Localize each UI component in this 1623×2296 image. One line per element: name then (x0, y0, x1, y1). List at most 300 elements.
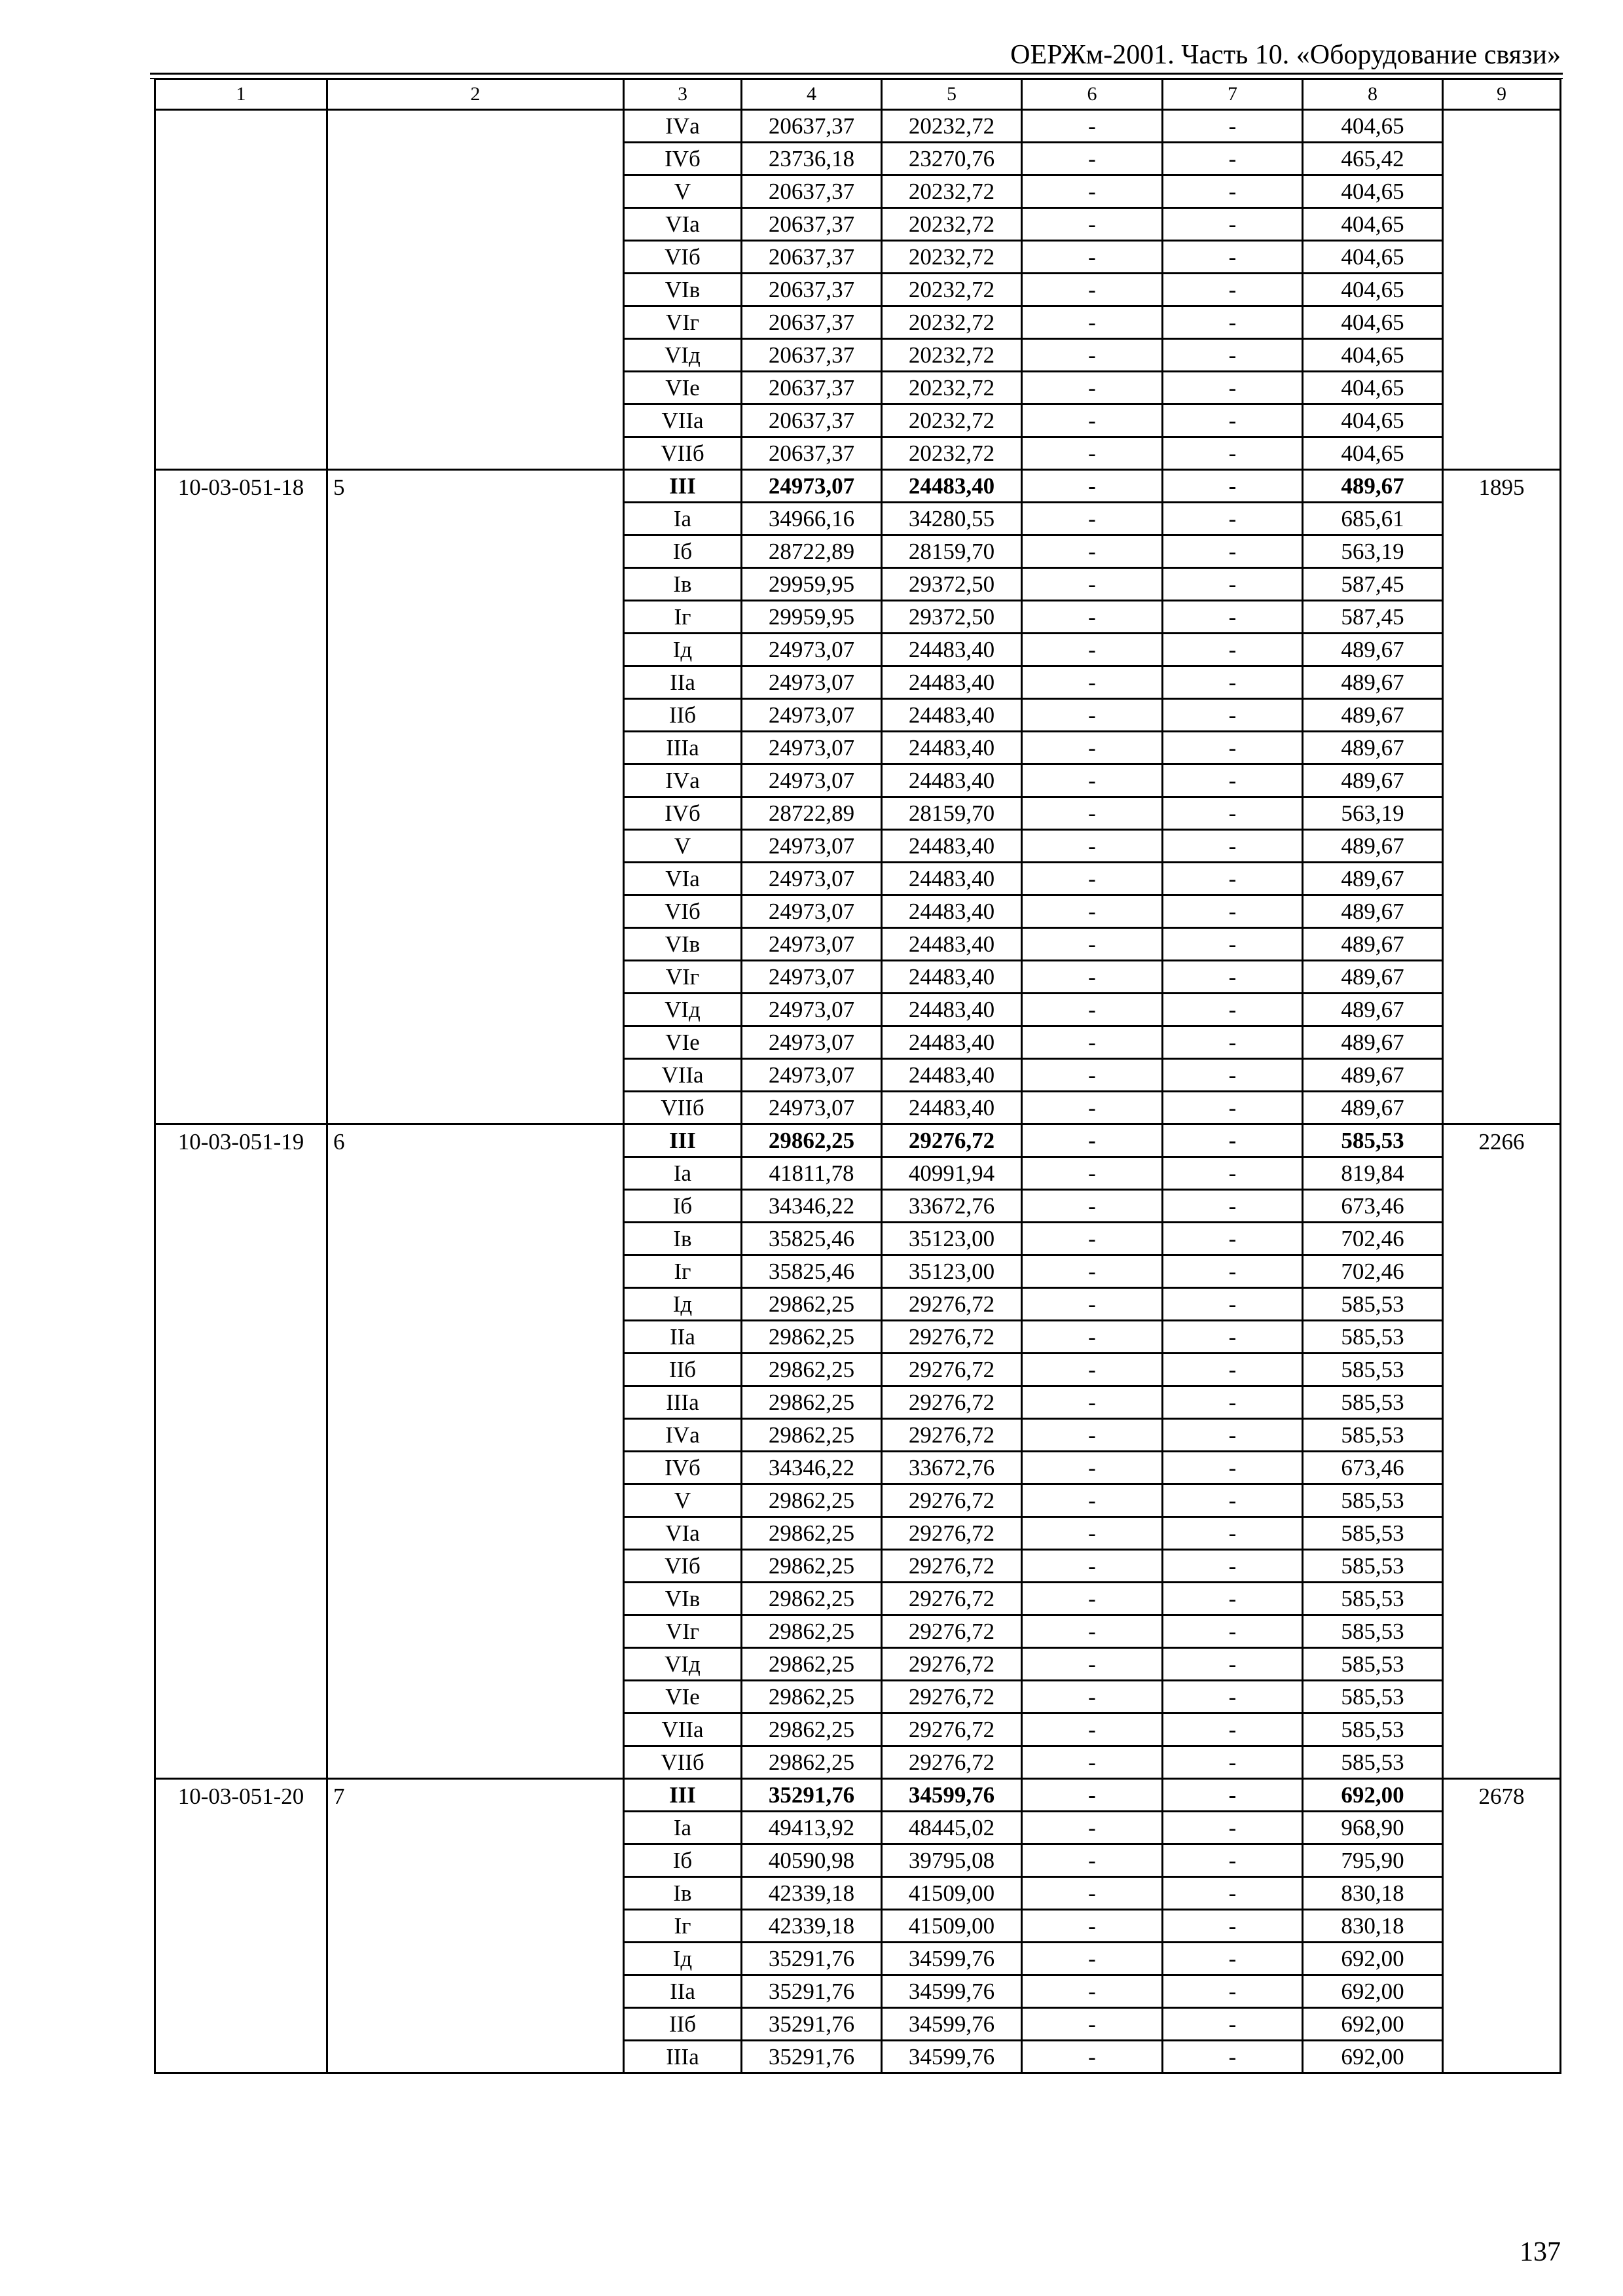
table-cell: 29276,72 (882, 1354, 1022, 1386)
table-cell: 28159,70 (882, 535, 1022, 568)
table-cell: 29276,72 (882, 1681, 1022, 1713)
table-cell: - (1022, 1975, 1163, 2008)
table-cell: 24483,40 (882, 994, 1022, 1026)
table-cell: - (1163, 1779, 1303, 1812)
table-cell: - (1163, 1713, 1303, 1746)
table-cell: 404,65 (1303, 274, 1443, 306)
table-cell: - (1163, 928, 1303, 961)
table-cell: 34346,22 (742, 1190, 882, 1223)
table-cell: 24973,07 (742, 470, 882, 503)
table-cell: - (1163, 634, 1303, 666)
table-cell: 585,53 (1303, 1484, 1443, 1517)
table-cell: 24483,40 (882, 928, 1022, 961)
table-cell: - (1163, 1092, 1303, 1124)
table-cell: 24973,07 (742, 895, 882, 928)
table-cell: V (624, 830, 742, 863)
table-cell: III (624, 1779, 742, 1812)
table-cell: - (1163, 503, 1303, 535)
column-number: 4 (742, 79, 882, 110)
table-cell: - (1022, 961, 1163, 994)
table-cell: - (1022, 895, 1163, 928)
table-cell: - (1163, 274, 1303, 306)
table-cell: 489,67 (1303, 1092, 1443, 1124)
table-cell: - (1163, 2041, 1303, 2073)
table-cell: - (1022, 928, 1163, 961)
table-cell: IIб (624, 1354, 742, 1386)
table-cell: 29276,72 (882, 1124, 1022, 1157)
table-cell: 585,53 (1303, 1583, 1443, 1615)
table-cell: - (1163, 1321, 1303, 1354)
table-cell: 29276,72 (882, 1615, 1022, 1648)
table-cell: 35825,46 (742, 1255, 882, 1288)
table-cell: VIг (624, 1615, 742, 1648)
table-cell: IVб (624, 797, 742, 830)
table-cell: 24483,40 (882, 699, 1022, 732)
table-cell: 673,46 (1303, 1190, 1443, 1223)
table-cell: Iг (624, 601, 742, 634)
table-cell: 489,67 (1303, 699, 1443, 732)
table-cell: 20637,37 (742, 372, 882, 404)
table-cell: IIIа (624, 1386, 742, 1419)
column-number: 1 (155, 79, 327, 110)
table-cell: - (1163, 1615, 1303, 1648)
table-cell: 29276,72 (882, 1648, 1022, 1681)
table-cell: 39795,08 (882, 1844, 1022, 1877)
table-cell: 968,90 (1303, 1812, 1443, 1844)
table-cell: - (1022, 1026, 1163, 1059)
table-cell: IIIа (624, 2041, 742, 2073)
table-cell: Iв (624, 1223, 742, 1255)
table-cell: - (1022, 404, 1163, 437)
table-cell: - (1163, 1386, 1303, 1419)
table-cell: 29372,50 (882, 601, 1022, 634)
table-cell: 29862,25 (742, 1484, 882, 1517)
table-cell: 24483,40 (882, 895, 1022, 928)
table-cell: - (1163, 1354, 1303, 1386)
table-cell: 24483,40 (882, 830, 1022, 863)
table-cell: 20232,72 (882, 208, 1022, 241)
table-cell: - (1022, 241, 1163, 274)
table-cell: 34599,76 (882, 1943, 1022, 1975)
table-cell: Iв (624, 568, 742, 601)
table-cell: 23270,76 (882, 143, 1022, 175)
rates-table (154, 78, 1561, 2074)
table-cell: 24483,40 (882, 1026, 1022, 1059)
table-cell: 489,67 (1303, 830, 1443, 863)
table-cell: - (1163, 1648, 1303, 1681)
table-cell: - (1163, 437, 1303, 470)
table-cell: 489,67 (1303, 961, 1443, 994)
table-cell: IVа (624, 110, 742, 143)
table-cell: 404,65 (1303, 241, 1443, 274)
table-cell: - (1163, 175, 1303, 208)
table-cell: VIе (624, 372, 742, 404)
table-cell: 35291,76 (742, 1943, 882, 1975)
table-cell: 40991,94 (882, 1157, 1022, 1190)
rate-name: 5 (327, 470, 624, 1124)
rate-code: 10-03-051-18 (155, 470, 327, 1124)
table-cell: - (1163, 994, 1303, 1026)
table-cell: 33672,76 (882, 1452, 1022, 1484)
table-cell: - (1022, 1943, 1163, 1975)
table-cell: 585,53 (1303, 1124, 1443, 1157)
table-cell: VIд (624, 1648, 742, 1681)
table-cell: 29276,72 (882, 1550, 1022, 1583)
table-cell: 29862,25 (742, 1583, 882, 1615)
table-cell: 24973,07 (742, 830, 882, 863)
table-cell: 404,65 (1303, 208, 1443, 241)
table-cell: - (1163, 1517, 1303, 1550)
table-cell: VIг (624, 306, 742, 339)
table-cell: 489,67 (1303, 1026, 1443, 1059)
table-cell: Iг (624, 1910, 742, 1943)
table-cell: 29862,25 (742, 1615, 882, 1648)
table-cell: - (1022, 1223, 1163, 1255)
table-cell: 465,42 (1303, 143, 1443, 175)
table-cell: - (1022, 1059, 1163, 1092)
table-cell: 24973,07 (742, 732, 882, 764)
page-number: 137 (1520, 2237, 1561, 2267)
table-cell: 29862,25 (742, 1419, 882, 1452)
column-number: 6 (1022, 79, 1163, 110)
table-cell: - (1022, 1288, 1163, 1321)
table-cell: - (1022, 568, 1163, 601)
table-cell: 20232,72 (882, 175, 1022, 208)
table-cell: - (1022, 1386, 1163, 1419)
table-cell: IIб (624, 699, 742, 732)
table-cell: 20232,72 (882, 372, 1022, 404)
table-cell: 24973,07 (742, 666, 882, 699)
table-cell: - (1163, 1583, 1303, 1615)
table-cell: - (1163, 1877, 1303, 1910)
table-cell: - (1163, 110, 1303, 143)
table-cell: IVа (624, 764, 742, 797)
column-number: 3 (624, 79, 742, 110)
name-cell-empty (327, 110, 624, 470)
table-row (155, 1779, 1561, 1812)
table-cell: III (624, 470, 742, 503)
table-cell: - (1022, 1713, 1163, 1746)
table-cell: - (1163, 143, 1303, 175)
table-cell: - (1163, 732, 1303, 764)
table-cell: V (624, 1484, 742, 1517)
table-cell: - (1022, 175, 1163, 208)
table-cell: Iв (624, 1877, 742, 1910)
table-cell: - (1163, 1059, 1303, 1092)
column-number: 2 (327, 79, 624, 110)
table-cell: 692,00 (1303, 1975, 1443, 2008)
table-cell: Iа (624, 503, 742, 535)
col9-cell-empty (1443, 110, 1561, 470)
table-cell: - (1022, 306, 1163, 339)
table-cell: - (1163, 1452, 1303, 1484)
table-cell: - (1022, 1844, 1163, 1877)
table-cell: 24483,40 (882, 961, 1022, 994)
table-cell: - (1163, 1288, 1303, 1321)
table-cell: - (1022, 1615, 1163, 1648)
table-cell: 24483,40 (882, 470, 1022, 503)
table-cell: Iб (624, 1190, 742, 1223)
table-cell: 20637,37 (742, 274, 882, 306)
column-number: 5 (882, 79, 1022, 110)
table-cell: 404,65 (1303, 372, 1443, 404)
rate-name: 6 (327, 1124, 624, 1779)
table-cell: 34966,16 (742, 503, 882, 535)
table-cell: VIIб (624, 1746, 742, 1779)
table-cell: 28722,89 (742, 797, 882, 830)
table-cell: - (1022, 339, 1163, 372)
table-cell: 29276,72 (882, 1517, 1022, 1550)
table-cell: 587,45 (1303, 568, 1443, 601)
table-cell: - (1163, 1681, 1303, 1713)
table-cell: - (1022, 1354, 1163, 1386)
table-cell: 29862,25 (742, 1550, 882, 1583)
table-cell: VIв (624, 928, 742, 961)
column-number-row (155, 79, 1561, 110)
table-cell: - (1022, 470, 1163, 503)
table-cell: Iб (624, 535, 742, 568)
table-cell: VIIа (624, 404, 742, 437)
column-number: 7 (1163, 79, 1303, 110)
table-cell: 585,53 (1303, 1615, 1443, 1648)
rate-col9: 2678 (1443, 1779, 1561, 2073)
rate-col9: 2266 (1443, 1124, 1561, 1779)
table-cell: 49413,92 (742, 1812, 882, 1844)
table-cell: - (1163, 1157, 1303, 1190)
table-cell: 702,46 (1303, 1223, 1443, 1255)
table-cell: 830,18 (1303, 1877, 1443, 1910)
table-cell: VIа (624, 208, 742, 241)
table-cell: 404,65 (1303, 437, 1443, 470)
table-cell: VIIа (624, 1059, 742, 1092)
table-cell: - (1022, 1517, 1163, 1550)
table-cell: - (1163, 1223, 1303, 1255)
table-cell: - (1163, 1419, 1303, 1452)
table-cell: - (1163, 1943, 1303, 1975)
table-cell: 20637,37 (742, 404, 882, 437)
table-cell: 48445,02 (882, 1812, 1022, 1844)
table-cell: 20232,72 (882, 404, 1022, 437)
table-cell: VIг (624, 961, 742, 994)
table-cell: 563,19 (1303, 797, 1443, 830)
table-cell: 404,65 (1303, 404, 1443, 437)
table-cell: - (1022, 634, 1163, 666)
table-cell: 29862,25 (742, 1124, 882, 1157)
table-cell: IVб (624, 1452, 742, 1484)
table-cell: III (624, 1124, 742, 1157)
table-cell: - (1163, 699, 1303, 732)
table-cell: - (1022, 1910, 1163, 1943)
table-cell: 24483,40 (882, 732, 1022, 764)
table-cell: - (1163, 895, 1303, 928)
table-cell: VIв (624, 1583, 742, 1615)
table-cell: VIIб (624, 437, 742, 470)
table-cell: 29862,25 (742, 1648, 882, 1681)
table-row (155, 470, 1561, 503)
table-body (155, 79, 1561, 2073)
table-cell: 692,00 (1303, 1943, 1443, 1975)
table-cell: - (1163, 1026, 1303, 1059)
table-cell: VIIб (624, 1092, 742, 1124)
table-cell: - (1163, 666, 1303, 699)
table-cell: VIа (624, 1517, 742, 1550)
table-cell: VIб (624, 241, 742, 274)
rate-code: 10-03-051-19 (155, 1124, 327, 1779)
table-cell: - (1022, 732, 1163, 764)
table-cell: 692,00 (1303, 1779, 1443, 1812)
table-cell: 702,46 (1303, 1255, 1443, 1288)
table-cell: - (1163, 241, 1303, 274)
table-cell: 20637,37 (742, 339, 882, 372)
table-cell: - (1163, 1746, 1303, 1779)
table-cell: Iд (624, 1288, 742, 1321)
table-row (155, 1124, 1561, 1157)
table-cell: 29276,72 (882, 1583, 1022, 1615)
table-cell: - (1163, 1124, 1303, 1157)
table-cell: 29959,95 (742, 568, 882, 601)
header-rule (150, 73, 1563, 75)
table-cell: 404,65 (1303, 339, 1443, 372)
table-cell: 29276,72 (882, 1484, 1022, 1517)
table-cell: - (1022, 994, 1163, 1026)
table-cell: - (1163, 601, 1303, 634)
table-cell: 28722,89 (742, 535, 882, 568)
table-cell: 35291,76 (742, 2008, 882, 2041)
table-cell: - (1022, 2008, 1163, 2041)
table-cell: 489,67 (1303, 863, 1443, 895)
table-cell: 795,90 (1303, 1844, 1443, 1877)
table-cell: 20637,37 (742, 306, 882, 339)
table-cell: 685,61 (1303, 503, 1443, 535)
table-cell: 35291,76 (742, 1779, 882, 1812)
table-cell: VIIа (624, 1713, 742, 1746)
rate-code: 10-03-051-20 (155, 1779, 327, 2073)
table-cell: - (1022, 535, 1163, 568)
table-cell: 24973,07 (742, 1026, 882, 1059)
table-cell: 489,67 (1303, 470, 1443, 503)
table-cell: 28159,70 (882, 797, 1022, 830)
table-cell: 20637,37 (742, 110, 882, 143)
table-cell: 585,53 (1303, 1386, 1443, 1419)
table-cell: 585,53 (1303, 1419, 1443, 1452)
table-cell: 24973,07 (742, 994, 882, 1026)
table-cell: 404,65 (1303, 110, 1443, 143)
table-cell: 819,84 (1303, 1157, 1443, 1190)
table-cell: 24973,07 (742, 1092, 882, 1124)
table-cell: 24483,40 (882, 1059, 1022, 1092)
table-cell: 29862,25 (742, 1517, 882, 1550)
table-cell: - (1163, 1812, 1303, 1844)
table-cell: 585,53 (1303, 1648, 1443, 1681)
table-cell: 585,53 (1303, 1288, 1443, 1321)
table-cell: 585,53 (1303, 1517, 1443, 1550)
table-cell: 24973,07 (742, 863, 882, 895)
rate-name: 7 (327, 1779, 624, 2073)
table-cell: 24973,07 (742, 1059, 882, 1092)
table-cell: - (1022, 699, 1163, 732)
table-cell: 489,67 (1303, 895, 1443, 928)
table-cell: VIе (624, 1026, 742, 1059)
table-cell: 35291,76 (742, 1975, 882, 2008)
table-cell: V (624, 175, 742, 208)
table-cell: - (1163, 961, 1303, 994)
table-cell: - (1163, 1190, 1303, 1223)
table-cell: 35123,00 (882, 1223, 1022, 1255)
table-cell: 489,67 (1303, 634, 1443, 666)
table-cell: VIе (624, 1681, 742, 1713)
table-cell: Iг (624, 1255, 742, 1288)
table-cell: 41509,00 (882, 1910, 1022, 1943)
table-cell: 24483,40 (882, 1092, 1022, 1124)
table-cell: - (1022, 110, 1163, 143)
table-cell: 585,53 (1303, 1354, 1443, 1386)
table-cell: 24483,40 (882, 863, 1022, 895)
table-cell: - (1022, 1648, 1163, 1681)
table-cell: - (1022, 601, 1163, 634)
table-cell: - (1163, 535, 1303, 568)
table-cell: 35123,00 (882, 1255, 1022, 1288)
table-cell: - (1022, 863, 1163, 895)
table-cell: VIд (624, 339, 742, 372)
table-cell: 20637,37 (742, 208, 882, 241)
table-cell: - (1163, 372, 1303, 404)
table-cell: 34599,76 (882, 1975, 1022, 2008)
table-cell: 585,53 (1303, 1550, 1443, 1583)
table-cell: 29276,72 (882, 1386, 1022, 1419)
table-cell: 20232,72 (882, 437, 1022, 470)
table-cell: 29862,25 (742, 1288, 882, 1321)
table-cell: 830,18 (1303, 1910, 1443, 1943)
table-cell: 692,00 (1303, 2041, 1443, 2073)
column-number: 9 (1443, 79, 1561, 110)
table-cell: - (1022, 1092, 1163, 1124)
table-cell: IVа (624, 1419, 742, 1452)
table-cell: Iб (624, 1844, 742, 1877)
table-cell: IVб (624, 143, 742, 175)
table-cell: - (1022, 1321, 1163, 1354)
table-cell: 34599,76 (882, 1779, 1022, 1812)
table-cell: - (1163, 404, 1303, 437)
table-cell: 489,67 (1303, 666, 1443, 699)
table-cell: 29959,95 (742, 601, 882, 634)
table-cell: 23736,18 (742, 143, 882, 175)
table-cell: Iд (624, 1943, 742, 1975)
table-cell: 404,65 (1303, 175, 1443, 208)
table-cell: 29372,50 (882, 568, 1022, 601)
table-cell: - (1022, 143, 1163, 175)
table-cell: 29276,72 (882, 1746, 1022, 1779)
table-cell: Iа (624, 1812, 742, 1844)
table-cell: IIб (624, 2008, 742, 2041)
table-cell: - (1022, 797, 1163, 830)
table-cell: 29862,25 (742, 1354, 882, 1386)
table-cell: 29276,72 (882, 1321, 1022, 1354)
table-cell: - (1022, 666, 1163, 699)
table-cell: 24973,07 (742, 634, 882, 666)
table-cell: 673,46 (1303, 1452, 1443, 1484)
table-cell: - (1022, 1746, 1163, 1779)
table-cell: 29862,25 (742, 1713, 882, 1746)
table-cell: 35825,46 (742, 1223, 882, 1255)
table-cell: 29862,25 (742, 1681, 882, 1713)
table-cell: 489,67 (1303, 994, 1443, 1026)
table-cell: 35291,76 (742, 2041, 882, 2073)
table-cell: - (1022, 372, 1163, 404)
table-cell: - (1022, 503, 1163, 535)
table-cell: - (1163, 830, 1303, 863)
table-cell: - (1163, 1975, 1303, 2008)
table-cell: 41509,00 (882, 1877, 1022, 1910)
